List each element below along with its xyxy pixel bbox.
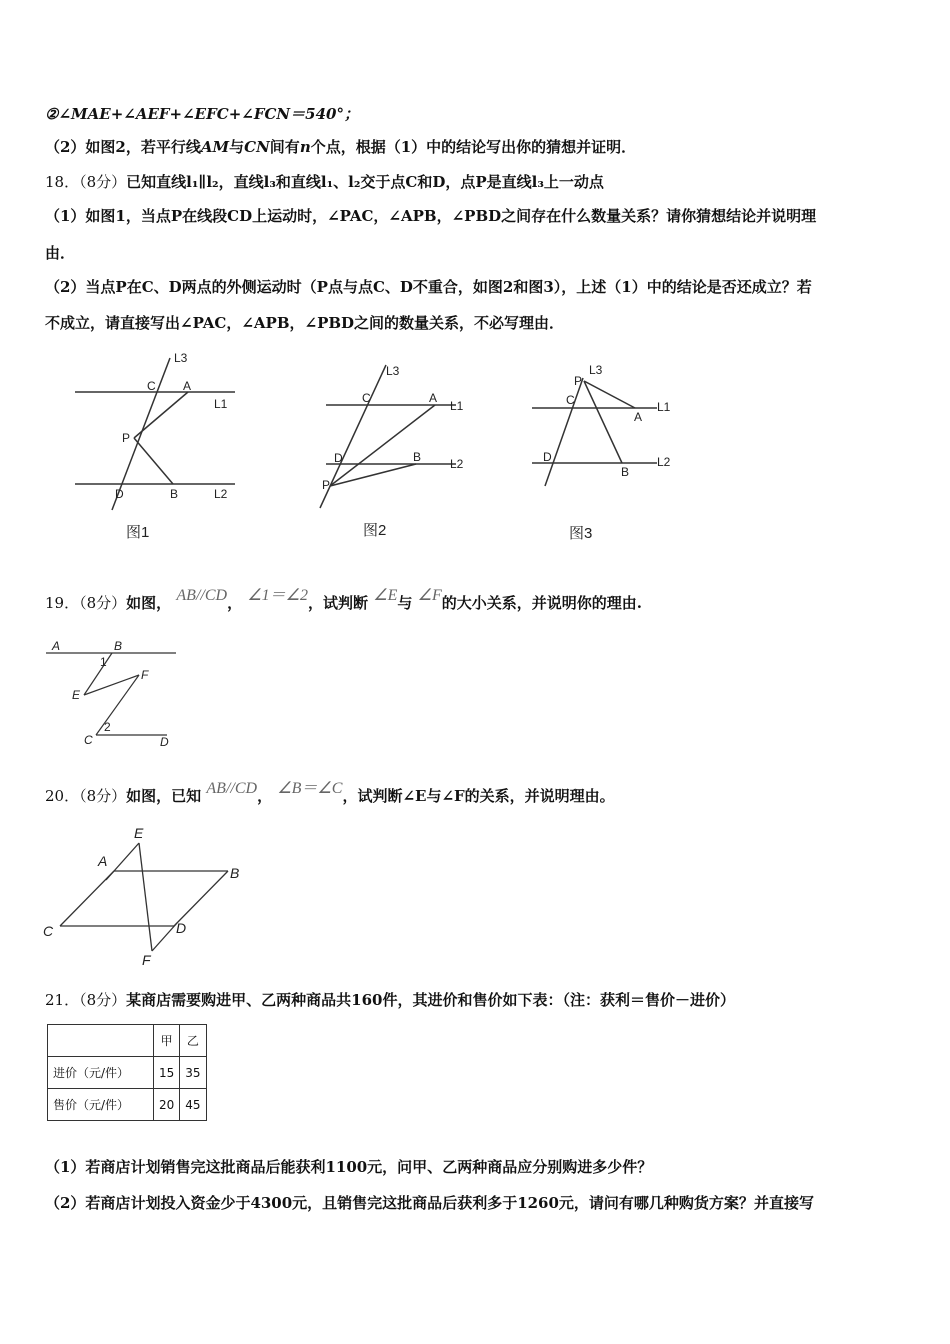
q19-label-A: A (52, 639, 61, 653)
fig2-caption: 图2 (363, 522, 387, 539)
table-cell-jia: 15 (154, 1057, 180, 1089)
fig2-label-C: C (362, 391, 371, 405)
q19-label-E: E (72, 688, 81, 702)
q18-stem: 18．（8分）已知直线l₁∥l₂，直线l₃和直线l₁、l₂交于点C和D，点P是直线l₃上一动点 (45, 173, 604, 191)
table-header-row (48, 1025, 207, 1057)
fig3-label-A: A (634, 410, 643, 424)
q19-stem: 19．（8分）如图， AB//CD， ∠1＝∠2，试判断 ∠E与 ∠F的大小关系，并说明你的理由. (45, 587, 642, 612)
q20-label-D: D (176, 920, 187, 936)
q17-line-a: ②∠MAE+∠AEF+∠EFC+∠FCN＝540°； (45, 105, 359, 123)
q21-price-table (47, 1024, 207, 1121)
q17-part2: （2）如图2，若平行线AM与CN间有n个点，根据（1）中的结论写出你的猜想并证明． (45, 138, 637, 156)
table-row (48, 1089, 207, 1121)
table-row (48, 1057, 207, 1089)
q21-part1: （1）若商店计划销售完这批商品后能获利1100元，问甲、乙两种商品应分别购进多少件？ (45, 1158, 653, 1176)
q18-part1-b: 由． (45, 244, 76, 262)
table-header-yi: 乙 (180, 1025, 206, 1057)
fig2-label-L1: L1 (450, 399, 464, 413)
fig3-label-L2: L2 (657, 455, 671, 469)
q20-label-F: F (142, 952, 151, 968)
fig1-label-A: A (183, 379, 192, 393)
q18-part2-a: （2）当点P在C、D两点的外侧运动时（P点与点C、D不重合，如图2和图3），上述（1）中的结论是否还成立？若 (45, 278, 812, 296)
q18-part1-a: （1）如图1，当点P在线段CD上运动时，∠PAC，∠APB，∠PBD之间存在什么数量关系？请你猜想结论并说明理 (45, 207, 817, 225)
table-row-label: 售价（元/件） (48, 1089, 154, 1121)
fig3-label-P: P (574, 374, 583, 388)
q19-label-2: 2 (104, 720, 111, 734)
fig3-label-L3: L3 (589, 363, 603, 377)
q20-stem: 20．（8分）如图，已知 AB//CD， ∠B＝∠C，试判断∠E与∠F的关系，并说明理由。 (45, 780, 615, 805)
q18-figure-2 (310, 355, 485, 555)
fig1-label-L1: L1 (214, 397, 228, 411)
fig2-label-L2: L2 (450, 457, 464, 471)
q21-part2: （2）若商店计划投入资金少于4300元，且销售完这批商品后获利多于1260元，请问有哪几种购货方案？并直接写 (45, 1194, 814, 1212)
q18-figure-1 (70, 350, 250, 550)
fig1-label-P: P (122, 431, 131, 445)
fig2-label-A: A (429, 391, 438, 405)
q19-math-angle-f: ∠F (417, 587, 442, 604)
q18-part2-b: 不成立，请直接写出∠PAC，∠APB，∠PBD之间的数量关系，不必写理由． (45, 314, 565, 332)
fig3-label-L1: L1 (657, 400, 671, 414)
q19-figure (44, 635, 184, 750)
q18-figure-3 (525, 358, 685, 553)
q20-label-C: C (43, 923, 54, 939)
table-header-corner (48, 1025, 154, 1057)
q19-label-D: D (160, 735, 169, 749)
fig1-label-B: B (170, 487, 179, 501)
q19-math-angles: ∠1＝∠2 (247, 587, 309, 604)
fig2-label-L3: L3 (386, 364, 400, 378)
fig3-label-D: D (543, 450, 552, 464)
q19-label-1: 1 (100, 655, 107, 669)
fig1-caption: 图1 (126, 524, 150, 541)
q19-label-C: C (84, 733, 93, 747)
q20-figure (40, 823, 250, 973)
q21-stem: 21．（8分）某商店需要购进甲、乙两种商品共160件，其进价和售价如下表：（注：获利＝售价－进价） (45, 991, 735, 1009)
fig2-label-P: P (322, 478, 331, 492)
fig1-label-D: D (115, 487, 124, 501)
fig1-label-L2: L2 (214, 487, 228, 501)
q20-math-angles: ∠B＝∠C (277, 780, 343, 797)
fig3-caption: 图3 (569, 525, 593, 542)
q20-math-parallel: AB//CD (206, 780, 258, 797)
fig3-label-C: C (566, 393, 575, 407)
q20-label-E: E (134, 825, 144, 841)
q19-math-parallel: AB//CD (176, 587, 228, 604)
fig1-label-L3: L3 (174, 351, 188, 365)
fig1-label-C: C (147, 379, 156, 393)
q20-label-A: A (98, 853, 108, 869)
q19-label-F: F (141, 668, 149, 682)
q20-label-B: B (230, 865, 240, 881)
table-header-jia: 甲 (154, 1025, 180, 1057)
fig3-label-B: B (621, 465, 630, 479)
fig2-label-B: B (413, 450, 422, 464)
table-cell-jia: 20 (154, 1089, 180, 1121)
fig2-label-D: D (334, 451, 343, 465)
q19-label-B: B (114, 639, 123, 653)
table-cell-yi: 45 (180, 1089, 206, 1121)
table-row-label: 进价（元/件） (48, 1057, 154, 1089)
table-cell-yi: 35 (180, 1057, 206, 1089)
q19-math-angle-e: ∠E (373, 587, 398, 604)
